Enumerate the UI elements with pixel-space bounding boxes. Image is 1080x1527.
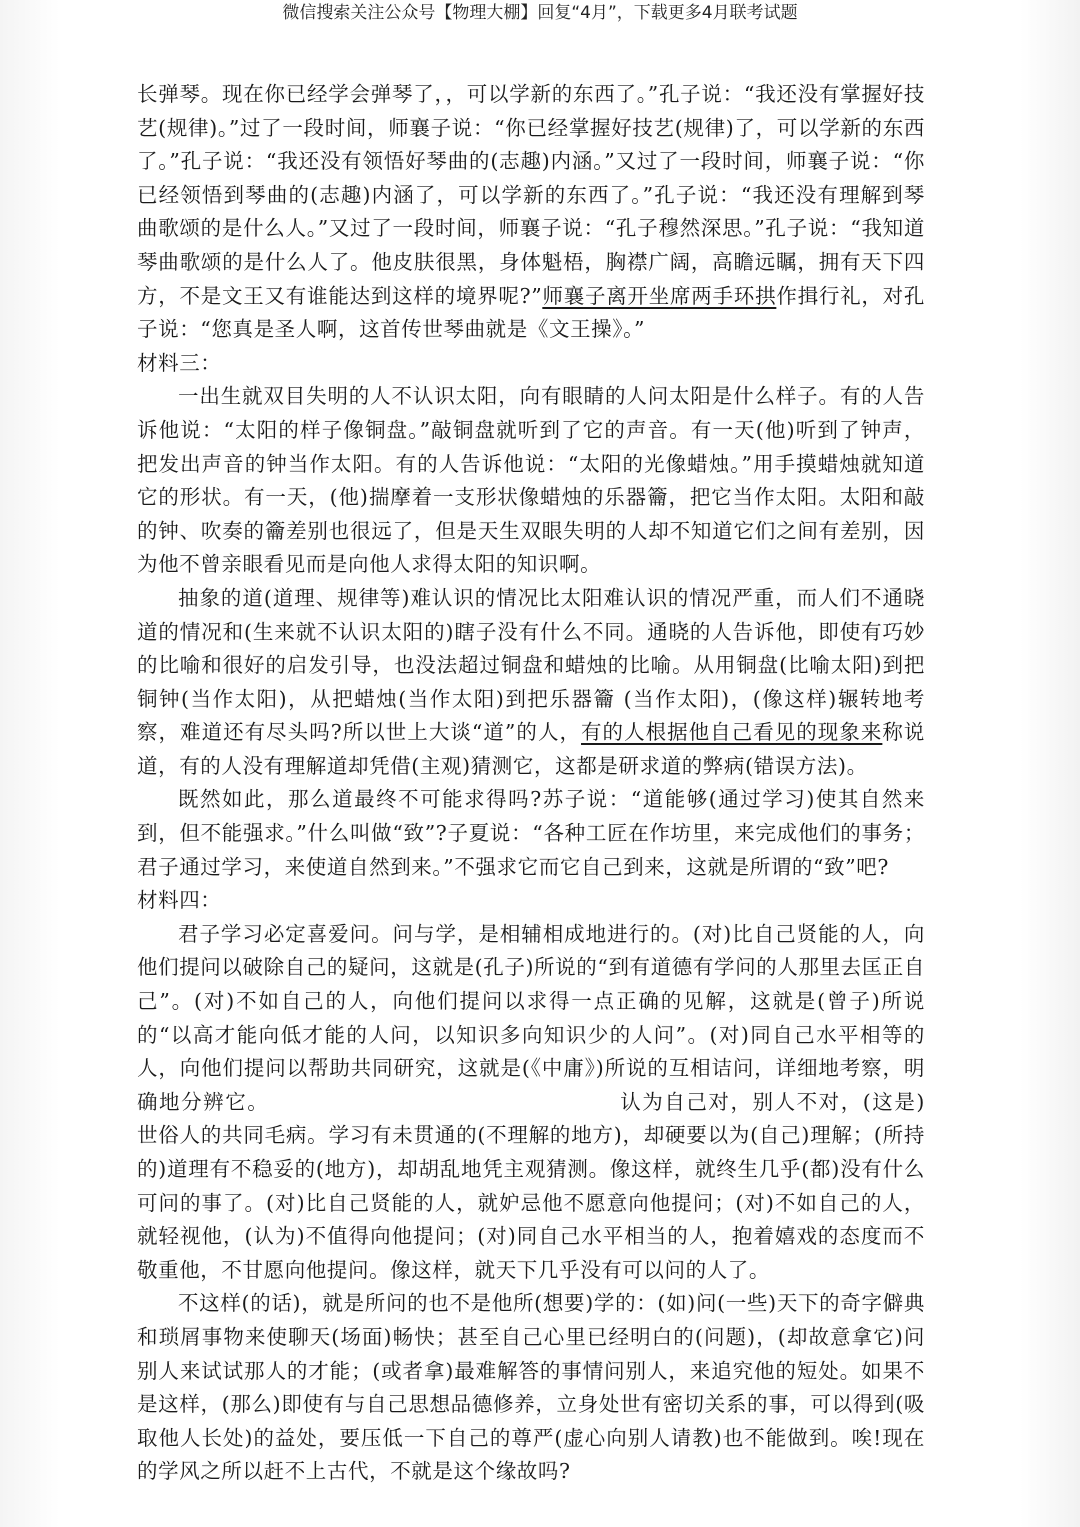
material3-p2-text-b: 称说道，有的人没有理解道却凭借(主观)猜测它，这都是研求道的弊病(错误方法)。 <box>137 720 926 778</box>
material3-p2-text-a: 抽象的道(道理、规律等)难认识的情况比太阳难认识的情况严重，而人们不通晓道的情况和(生来就不认识太阳的)瞎子没有什么不同。通晓的人告诉他，即使有巧妙的比喻和很好的启发引导，也没法超过铜盘和蜡烛的比喻。从用铜盘(比喻太阳)到把铜钟(当作太阳)，从把蜡烛(当作太阳)到把乐器籥 (当作太阳)，(像这样)辗转地考察，难道还有尽头吗?所以世上大谈“道”的人， <box>137 585 925 745</box>
material3-paragraph-1: 一出生就双目失明的人不认识太阳，向有眼睛的人问太阳是什么样子。有的人告诉他说：“太阳的样子像铜盘。”敲铜盘就听到了它的声音。有一天(他)听到了钟声，把发出声音的钟当作太阳。有的人告诉他说：“太阳的光像蜡烛。”用手摸蜡烛就知道它的形状。有一天，(他)揣摩着一支形状像蜡烛的乐器籥，把它当作太阳。太阳和敲的钟、吹奏的籥差别也很远了，但是天生双眼失明的人却不知道它们之间有差别，因为他不曾亲眼看见而是向他人求得太阳的知识啊。 <box>137 384 925 577</box>
material4-p1-text-b: 认为自己对，别人不对，(这是)世俗人的共同毛病。学习有未贯通的(不理解的地方)，却硬要以为(自己)理解；(所持的)道理有不稳妥的(地方)，却胡乱地凭主观猜测。像这样，就终生几乎(都)没有什么可问的事了。(对)比自己贤能的人，就妒忌他不愿意向他提问；(对)不如自己的人，就轻视他，(认为)不值得向他提问；(对)同自己水平相当的人，抱着嬉戏的态度而不敬重他，不甘愿向他提问。像这样，就天下几乎没有可以问的人了。 <box>137 1089 925 1282</box>
material3-paragraph-3: 既然如此，那么道最终不可能求得吗?苏子说：“道能够(通过学习)使其自然来到，但不能强求。”什么叫做“致”?子夏说：“各种工匠在作坊里，来完成他们的事务；君子通过学习，来使道自然到来。”不强求它而它自己到来，这就是所谓的“致”吧? <box>137 787 925 879</box>
material2-text-a: 长弹琴。现在你已经学会弹琴了，，可以学新的东西了。”孔子说：“我还没有掌握好技艺(规律)。”过了一段时间，师襄子说：“你已经掌握好技艺(规律)了，可以学新的东西了。”孔子说：“我还没有领悟好琴曲的(志趣)内涵。”又过了一段时间，师襄子说：“你已经领悟到琴曲的(志趣)内涵了，可以学新的东西了。”孔子说：“我还没有理解到琴曲歌颂的是什么人。”又过了一段时间，师襄子说：“孔子穆然深思。”孔子说：“我知道琴曲歌颂的是什么人了。他皮肤很黑，身体魁梧，胸襟广阔，高瞻远瞩，拥有天下四方，不是文王又有谁能达到这样的境界呢?” <box>137 82 925 308</box>
underlined-phrase: 师襄子离开坐席两手环拱 <box>542 283 777 308</box>
material2-text-b: 作揖行礼，对孔子说：“您真是圣人啊，这首传世琴曲就是《文王操》。” <box>137 283 925 342</box>
document-body <box>137 78 925 1489</box>
material2-paragraph <box>137 78 925 347</box>
material3-heading: 材料三： <box>137 350 222 375</box>
material4-paragraph-1 <box>137 918 925 1288</box>
material4-paragraph-2: 不这样(的话)，就是所问的也不是他所(想要)学的：(如)问(一些)天下的奇字僻典和琐屑事物来使聊天(场面)畅快；甚至自己心里已经明白的(问题)，(却故意拿它)问别人来试试那人的才能；(或者拿)最难解答的事情问别人，来追究他的短处。如果不是这样，(那么)即使有与自己思想品德修养，立身处世有密切关系的事，可以得到(吸取他人长处)的益处，要压低一下自己的尊严(虚心向别人请教)也不能做到。唉!现在的学风之所以赶不上古代，不就是这个缘故吗? <box>137 1291 925 1484</box>
material3-paragraph-2 <box>137 582 925 784</box>
material4-p1-text-a: 君子学习必定喜爱问。问与学，是相辅相成地进行的。(对)比自己贤能的人，向他们提问以破除自己的疑问，这就是(孔子)所说的“到有道德有学问的人那里去匡正自己”。(对)不如自己的人，向他们提问以求得一点正确的见解，这就是(曾子)所说的“以高才能向低才能的人问，以知识多向知识少的人问”。(对)同自己水平相等的人，向他们提问以帮助共同研究，这就是(《中庸》)所说的互相诘问，详细地考察，明确地分辨它。 <box>137 921 925 1114</box>
banner-text: 微信搜索关注公众号【物理大棚】回复“4月”，下载更多4月联考试题 <box>282 3 798 23</box>
top-banner <box>0 0 1080 30</box>
underlined-phrase: 有的人根据他自己看见的现象来 <box>581 720 883 745</box>
material4-heading: 材料四： <box>137 888 222 913</box>
